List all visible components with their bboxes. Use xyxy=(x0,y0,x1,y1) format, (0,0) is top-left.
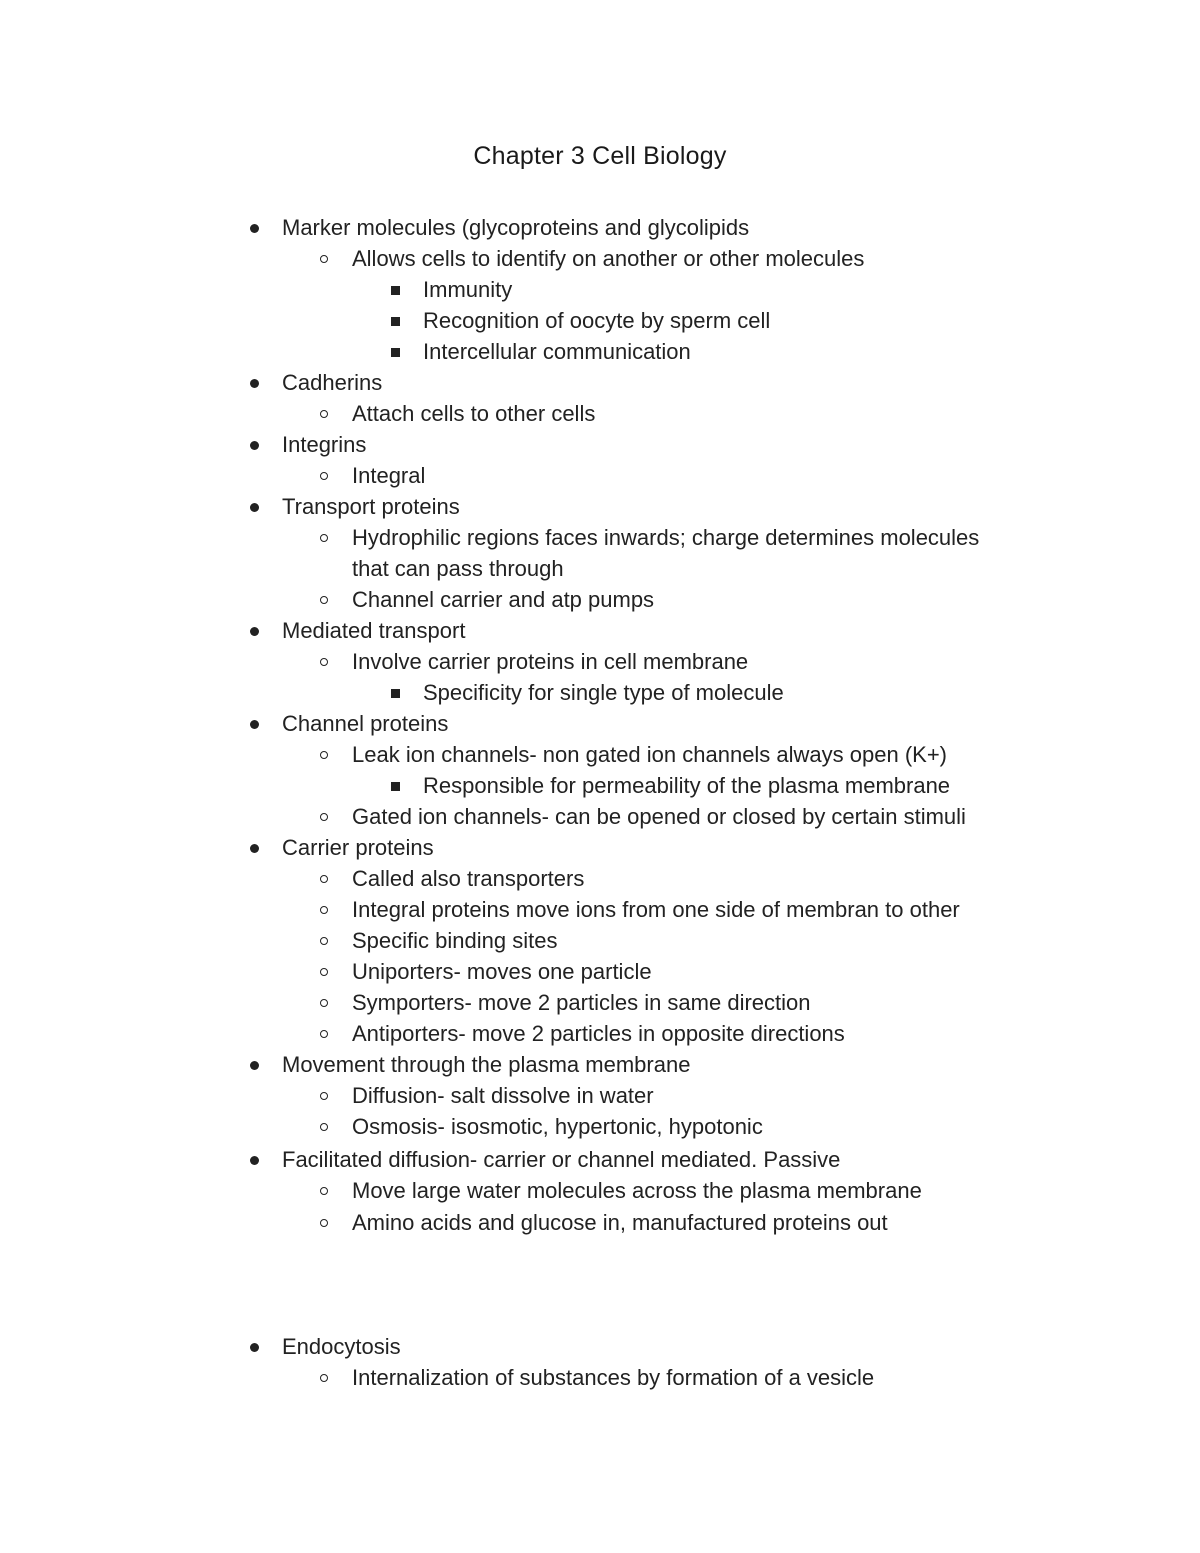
bullet-disc-icon xyxy=(250,224,259,233)
list-item-level-1: Marker molecules (glycoproteins and glycolipids xyxy=(282,215,750,240)
bullet-circle-icon xyxy=(320,534,328,542)
bullet-circle-icon xyxy=(320,1123,328,1131)
list-item-level-1: Facilitated diffusion- carrier or channel mediated. Passive xyxy=(282,1147,841,1172)
bullet-circle-icon xyxy=(320,999,328,1007)
bullet-disc-icon xyxy=(250,1061,259,1070)
bullet-disc-icon xyxy=(250,1156,259,1165)
bullet-square-icon xyxy=(391,317,400,326)
list-item-level-2: Osmosis- isosmotic, hypertonic, hypotonic xyxy=(352,1114,763,1139)
list-item-level-2: Hydrophilic regions faces inwards; charge determines molecules xyxy=(352,525,980,550)
bullet-circle-icon xyxy=(320,596,328,604)
bullet-circle-icon xyxy=(320,937,328,945)
list-item-level-2: Uniporters- moves one particle xyxy=(352,959,652,984)
bullet-disc-icon xyxy=(250,379,259,388)
bullet-circle-icon xyxy=(320,1374,328,1382)
list-item-level-3: Responsible for permeability of the plasma membrane xyxy=(423,773,951,798)
bullet-disc-icon xyxy=(250,441,259,450)
bullet-square-icon xyxy=(391,689,400,698)
list-item-level-3: Specificity for single type of molecule xyxy=(423,680,784,705)
list-item-level-3: Immunity xyxy=(423,277,513,302)
list-item-level-2-continuation: that can pass through xyxy=(352,556,564,581)
list-item-level-2: Attach cells to other cells xyxy=(352,401,596,426)
list-item-level-2: Internalization of substances by formation of a vesicle xyxy=(352,1365,875,1390)
list-item-level-1: Cadherins xyxy=(282,370,383,395)
list-item-level-2: Antiporters- move 2 particles in opposite directions xyxy=(352,1021,845,1046)
list-item-level-1: Carrier proteins xyxy=(282,835,434,860)
bullet-circle-icon xyxy=(320,1187,328,1195)
bullet-disc-icon xyxy=(250,844,259,853)
list-item-level-2: Allows cells to identify on another or other molecules xyxy=(352,246,865,271)
list-item-level-2: Symporters- move 2 particles in same direction xyxy=(352,990,811,1015)
bullet-circle-icon xyxy=(320,906,328,914)
bullet-circle-icon xyxy=(320,410,328,418)
list-item-level-2: Integral proteins move ions from one side of membran to other xyxy=(352,897,960,922)
list-item-level-3: Intercellular communication xyxy=(423,339,691,364)
bullet-disc-icon xyxy=(250,720,259,729)
bullet-circle-icon xyxy=(320,1030,328,1038)
bullet-square-icon xyxy=(391,286,400,295)
list-item-level-2: Involve carrier proteins in cell membrane xyxy=(352,649,749,674)
list-item-level-2: Amino acids and glucose in, manufactured proteins out xyxy=(352,1210,888,1235)
list-item-level-1: Movement through the plasma membrane xyxy=(282,1052,691,1077)
bullet-circle-icon xyxy=(320,813,328,821)
bullet-disc-icon xyxy=(250,503,259,512)
list-item-level-1: Channel proteins xyxy=(282,711,449,736)
bullet-square-icon xyxy=(391,782,400,791)
list-item-level-1: Mediated transport xyxy=(282,618,466,643)
bullet-circle-icon xyxy=(320,658,328,666)
list-item-level-2: Called also transporters xyxy=(352,866,585,891)
list-item-level-2: Channel carrier and atp pumps xyxy=(352,587,655,612)
list-item-level-2: Integral xyxy=(352,463,426,488)
list-item-level-2: Gated ion channels- can be opened or closed by certain stimuli xyxy=(352,804,966,829)
bullet-disc-icon xyxy=(250,627,259,636)
bullet-circle-icon xyxy=(320,751,328,759)
bullet-square-icon xyxy=(391,348,400,357)
bullet-circle-icon xyxy=(320,1219,328,1227)
bullet-disc-icon xyxy=(250,1343,259,1352)
bullet-circle-icon xyxy=(320,1092,328,1100)
list-item-level-2: Specific binding sites xyxy=(352,928,558,953)
bullet-circle-icon xyxy=(320,472,328,480)
bullet-circle-icon xyxy=(320,875,328,883)
bullet-circle-icon xyxy=(320,968,328,976)
list-item-level-1: Endocytosis xyxy=(282,1334,401,1359)
list-item-level-2: Diffusion- salt dissolve in water xyxy=(352,1083,654,1108)
list-item-level-2: Leak ion channels- non gated ion channels always open (K+) xyxy=(352,742,948,767)
list-item-level-1: Integrins xyxy=(282,432,367,457)
list-item-level-3: Recognition of oocyte by sperm cell xyxy=(423,308,771,333)
list-item-level-2: Move large water molecules across the plasma membrane xyxy=(352,1178,922,1203)
list-item-level-1: Transport proteins xyxy=(282,494,460,519)
page-title: Chapter 3 Cell Biology xyxy=(473,142,727,170)
bullet-circle-icon xyxy=(320,255,328,263)
